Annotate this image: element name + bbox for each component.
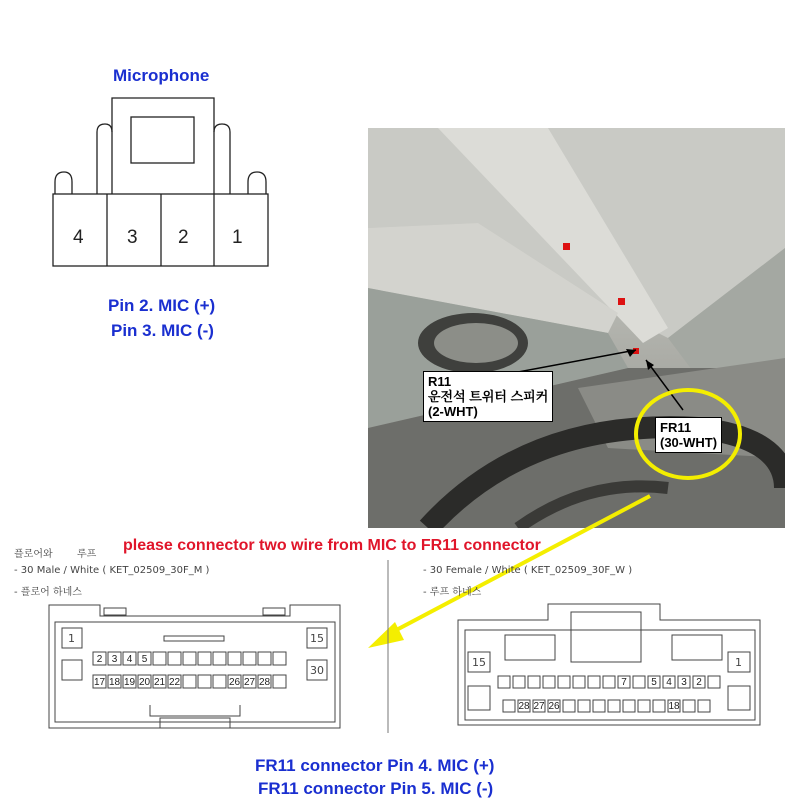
female-row1-pin-cell xyxy=(543,676,555,688)
female-row2-pin-cell xyxy=(578,700,590,712)
female-row2-pin-cell xyxy=(593,700,605,712)
male-row1-pin-label: 3 xyxy=(111,654,118,665)
female-row1-pin-cell xyxy=(528,676,540,688)
male-row2-pin-label: 27 xyxy=(243,677,256,688)
female-row1-pin-label: 2 xyxy=(696,677,702,688)
male-pin-30: 30 xyxy=(310,664,324,677)
male-row2-pin-label: 20 xyxy=(138,677,151,688)
female-row2-pin-cell xyxy=(608,700,620,712)
female-row1-pin-label: 7 xyxy=(621,677,627,688)
female-row1-pin-cell xyxy=(513,676,525,688)
female-row2-pin-label: 18 xyxy=(668,701,680,712)
mic-pin-4: 4 xyxy=(73,227,84,248)
mic-pin-2: 2 xyxy=(178,227,189,248)
mic-pin-note-minus: Pin 3. MIC (-) xyxy=(111,321,214,340)
male-pin-15: 15 xyxy=(310,632,324,645)
female-row1-pin-label: 4 xyxy=(666,677,672,688)
male-row2-pin-label: 21 xyxy=(153,677,166,688)
male-row2-pin-label: 22 xyxy=(168,677,181,688)
female-row1-pin-label: 3 xyxy=(681,677,687,688)
male-header-1b: 루프 xyxy=(77,549,97,560)
male-row2-pin-label: 17 xyxy=(93,677,106,688)
female-row1-pin-cell xyxy=(498,676,510,688)
female-row2-pin-cell xyxy=(653,700,665,712)
callout-fr11: FR11 (30-WHT) xyxy=(655,417,722,453)
male-row1-pin-label: 4 xyxy=(126,654,133,665)
mic-pin-1: 1 xyxy=(232,227,243,248)
female-pin-1: 1 xyxy=(735,656,742,669)
mic-pin-3: 3 xyxy=(127,227,138,248)
male-pin-1: 1 xyxy=(68,632,75,645)
female-row1-pin-label: 5 xyxy=(651,677,657,688)
mic-pin-note-plus: Pin 2. MIC (+) xyxy=(108,296,216,315)
female-header-3: - 루프 하네스 xyxy=(423,587,482,598)
female-row2-pin-label: 27 xyxy=(533,701,545,712)
female-row2-pin-label: 26 xyxy=(548,701,560,712)
female-row2-pin-cell xyxy=(683,700,695,712)
female-header-2: - 30 Female / White ( KET_02509_30F_W ) xyxy=(423,565,633,576)
female-row2-pin-cell xyxy=(623,700,635,712)
female-row1-pin-cell xyxy=(558,676,570,688)
microphone-title: Microphone xyxy=(113,66,210,85)
female-row2-pin-cell xyxy=(698,700,710,712)
female-row2-pin-label: 28 xyxy=(518,701,530,712)
male-row1-pin-label: 2 xyxy=(96,654,103,665)
female-row2-pin-cell xyxy=(638,700,650,712)
male-header-2: - 30 Male / White ( KET_02509_30F_M ) xyxy=(14,565,210,576)
female-row2-pin-cell xyxy=(563,700,575,712)
male-row2-pin-label: 18 xyxy=(108,677,121,688)
female-row1-pin-cell xyxy=(603,676,615,688)
male-row2-pin-label: 19 xyxy=(123,677,136,688)
fr11-note-minus: FR11 connector Pin 5. MIC (-) xyxy=(258,779,494,798)
fr11-note-plus: FR11 connector Pin 4. MIC (+) xyxy=(255,756,495,775)
female-row2-pin-cell xyxy=(503,700,515,712)
female-row1-pin-cell xyxy=(588,676,600,688)
male-header-1a: 플로어와 xyxy=(14,549,53,560)
female-row1-pin-cell xyxy=(573,676,585,688)
instruction-text: please connector two wire from MIC to FR11 connector xyxy=(123,537,541,554)
female-pin-15: 15 xyxy=(472,656,486,669)
female-row1-pin-cell xyxy=(633,676,645,688)
male-row2-pin-label: 26 xyxy=(228,677,241,688)
female-row1-pin-cell xyxy=(708,676,720,688)
male-row2-pin-label: 28 xyxy=(258,677,271,688)
callout-r11: R11 운전석 트위터 스피커 (2-WHT) xyxy=(423,371,553,422)
male-row1-pin-label: 5 xyxy=(141,654,148,665)
male-header-3: - 플로어 하네스 xyxy=(14,587,82,598)
